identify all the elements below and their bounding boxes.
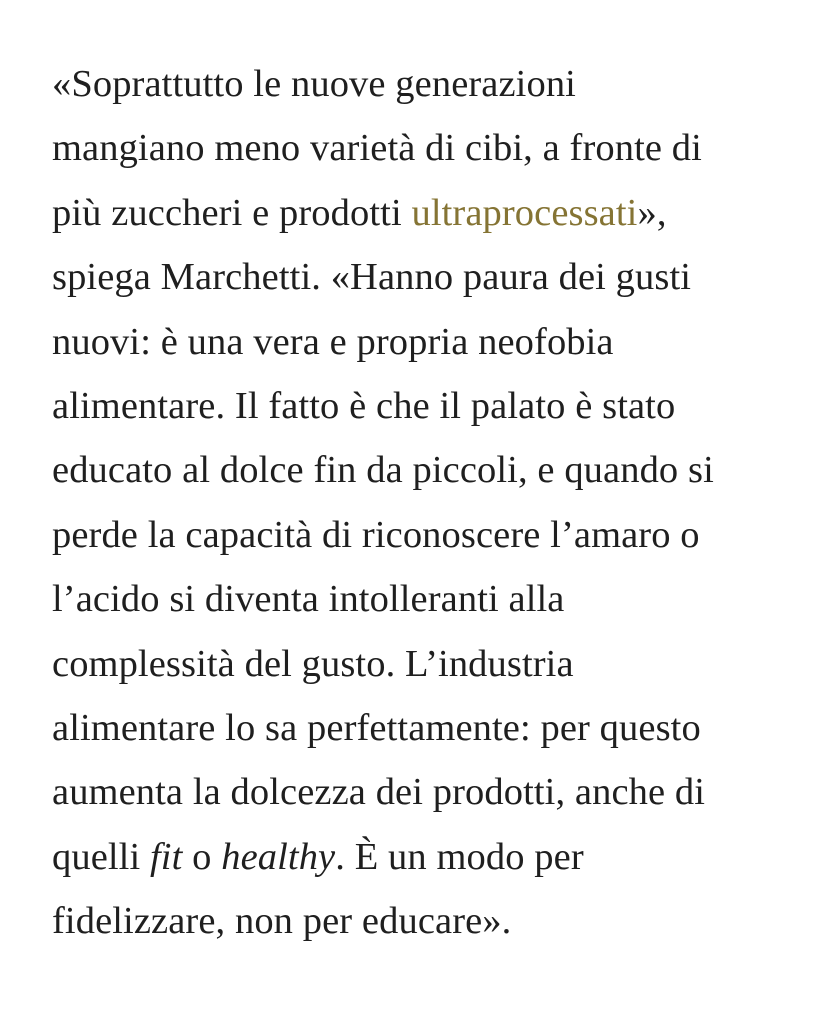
- paragraph-line: [52, 181, 792, 245]
- paragraph-line: [52, 825, 792, 889]
- paragraph-line: alimentare lo sa perfettamente: per questo: [52, 707, 701, 750]
- paragraph-line: complessità del gusto. L’industria: [52, 642, 574, 685]
- italic-term-fit: fit: [150, 835, 183, 878]
- line-text: »,: [637, 191, 667, 234]
- paragraph-line: nuovi: è una vera e propria neofobia: [52, 320, 614, 363]
- paragraph-line: mangiano meno varietà di cibi, a fronte di: [52, 127, 702, 170]
- ultraprocessati-link[interactable]: ultraprocessati: [411, 191, 638, 234]
- line-text: o: [182, 835, 222, 878]
- paragraph-line: perde la capacità di riconoscere l’amaro o: [52, 513, 700, 556]
- paragraph-line: alimentare. Il fatto è che il palato è stato: [52, 385, 676, 428]
- paragraph-line: educato al dolce fin da piccoli, e quando si: [52, 449, 714, 492]
- quote-paragraph: [52, 52, 792, 954]
- paragraph-line: aumenta la dolcezza dei prodotti, anche di: [52, 771, 706, 814]
- paragraph-line: «Soprattutto le nuove generazioni: [52, 63, 576, 105]
- line-text: più zuccheri e prodotti: [52, 191, 412, 234]
- paragraph-line: l’acido si diventa intolleranti alla: [52, 578, 565, 621]
- paragraph-line: spiega Marchetti. «Hanno paura dei gusti: [52, 256, 692, 299]
- italic-term-healthy: healthy: [221, 835, 336, 878]
- line-text: . È un modo per: [335, 835, 584, 878]
- paragraph-line: fidelizzare, non per educare».: [52, 900, 512, 943]
- line-text: quelli: [52, 835, 151, 878]
